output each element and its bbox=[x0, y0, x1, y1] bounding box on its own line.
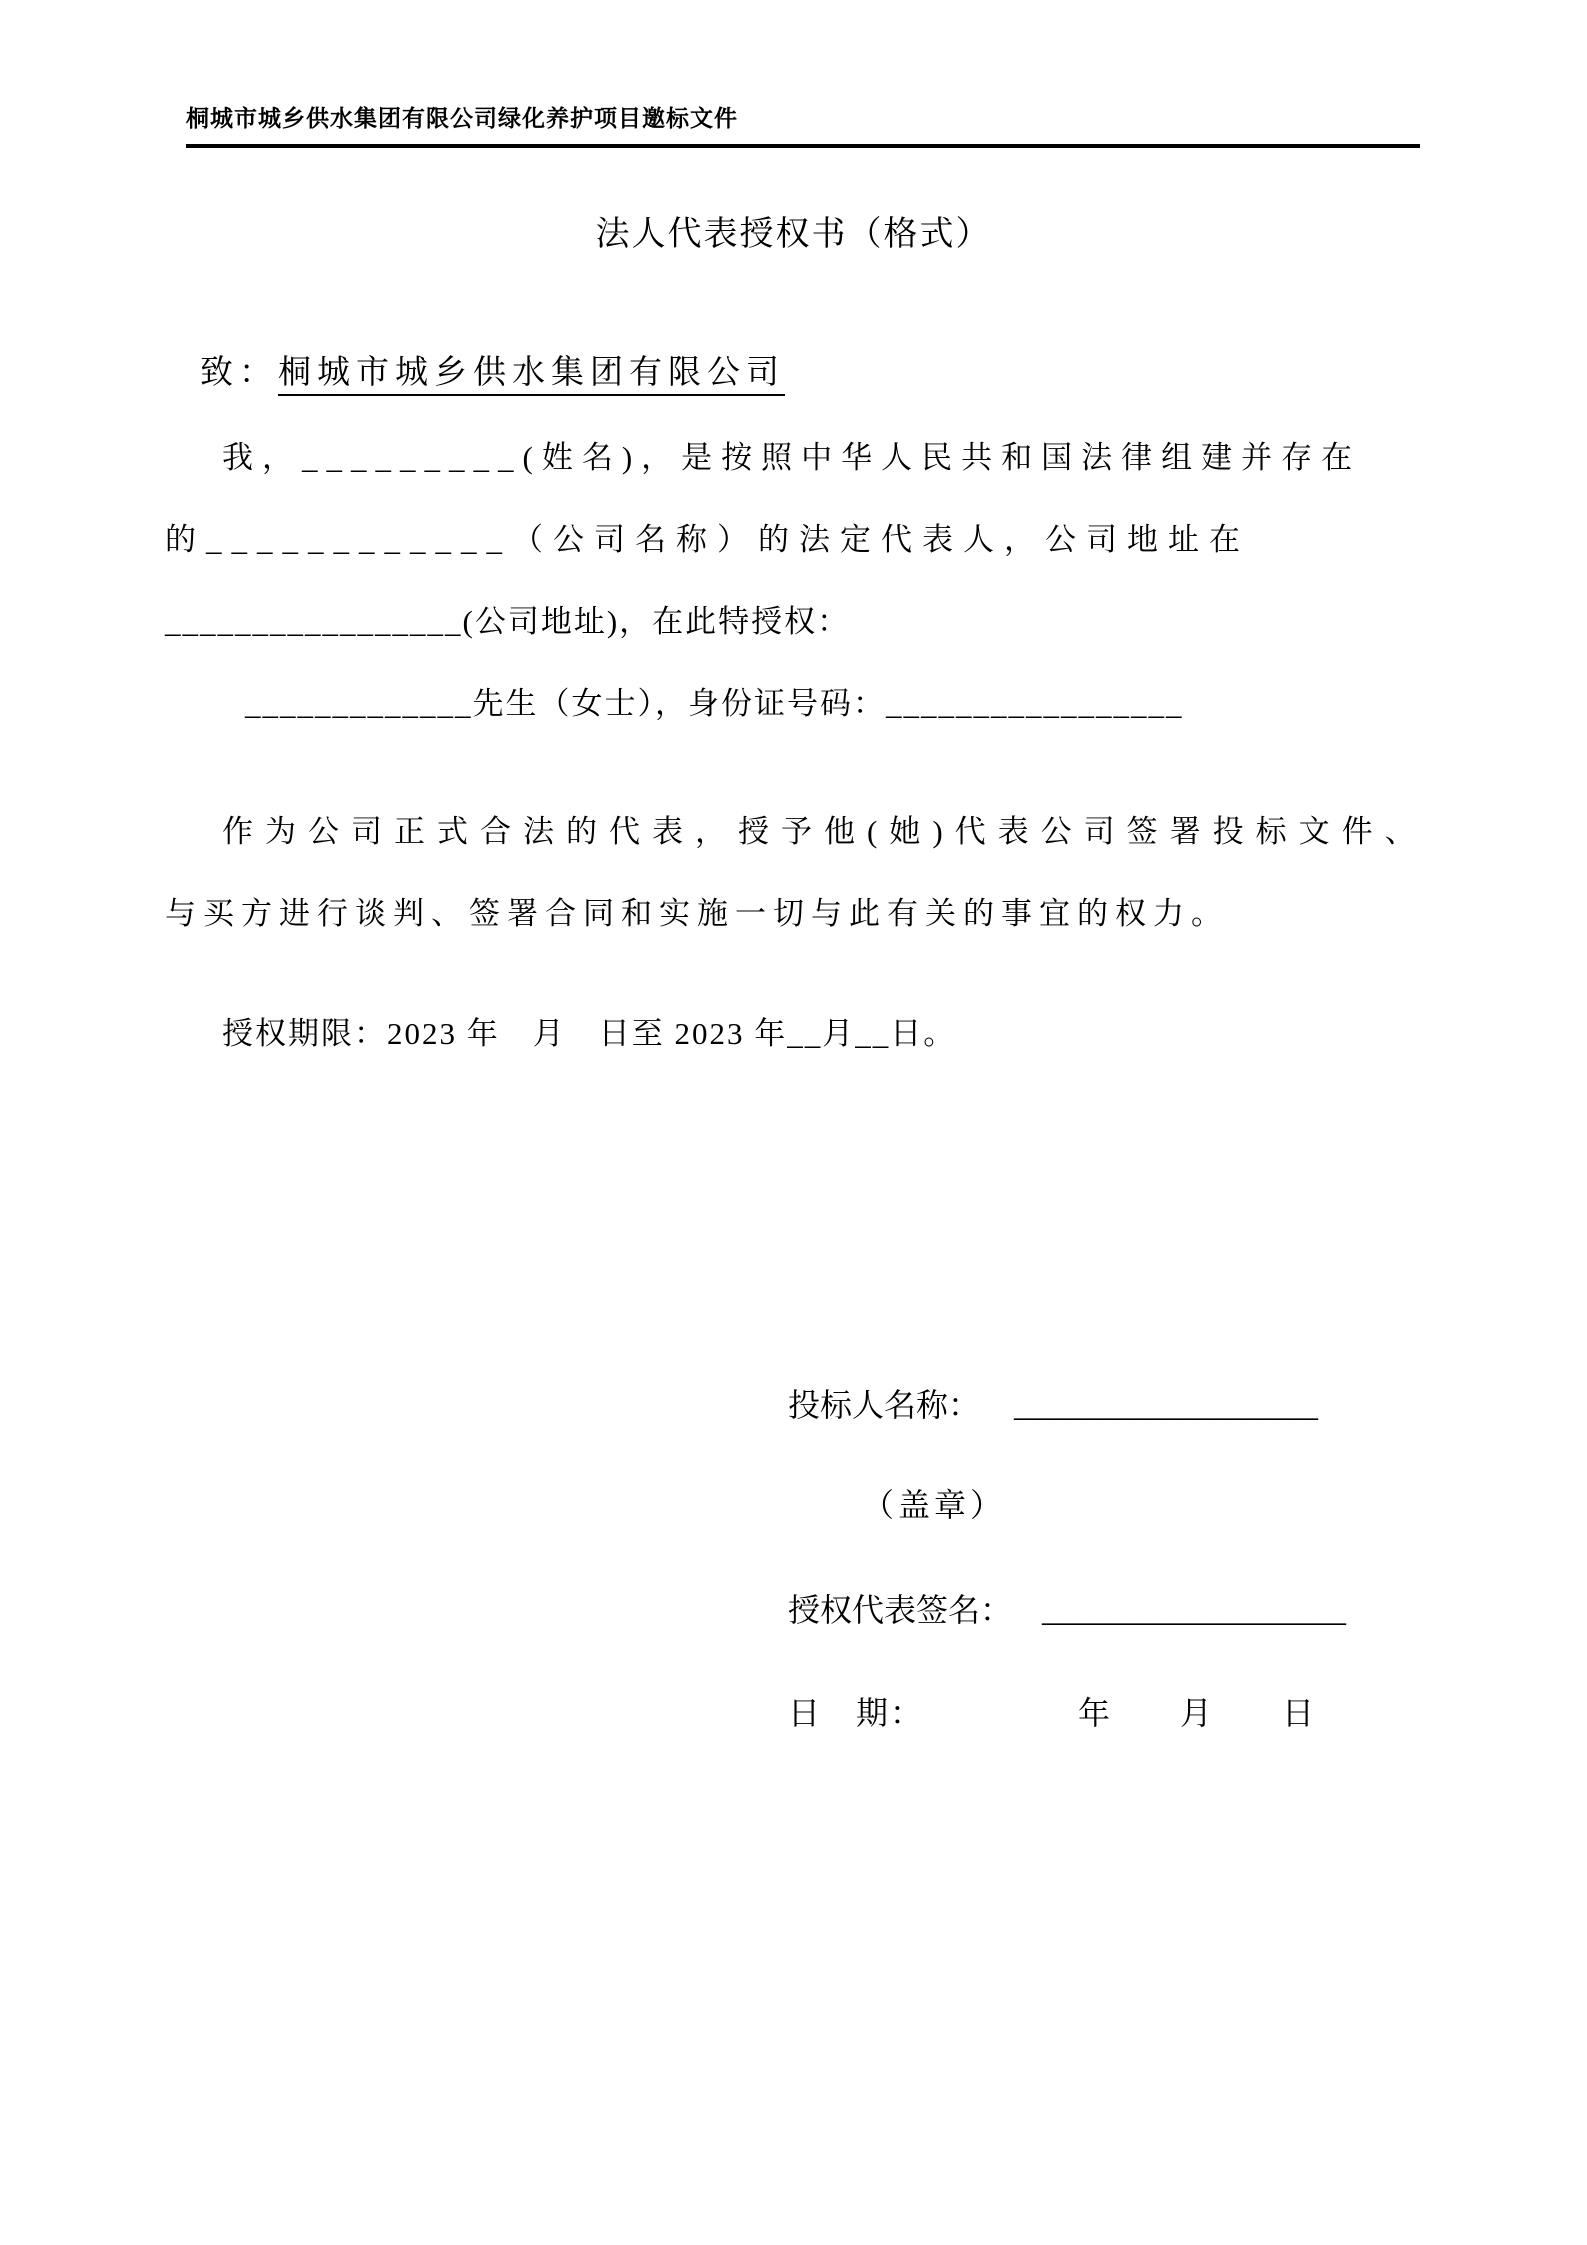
bidder-name-label: 投标人名称： bbox=[788, 1387, 981, 1423]
seal-note: （盖章） bbox=[862, 1487, 1007, 1523]
date-line: 日 期： 年 月 日 bbox=[788, 1695, 1317, 1731]
body-paragraph2-line2: 与买方进行谈判、签署合同和实施一切与此有关的事宜的权力。 bbox=[165, 896, 1229, 931]
salutation-line bbox=[200, 346, 785, 393]
header-rule bbox=[186, 144, 1420, 148]
body-paragraph2-line1: 作为公司正式合法的代表，授予他(她)代表公司签署投标文件、 bbox=[222, 814, 1428, 849]
body-line-address-blank: _________________(公司地址)，在此特授权： bbox=[165, 604, 851, 639]
authorized-rep-signature-line bbox=[788, 1585, 1346, 1631]
authorization-term-line: 授权期限：2023 年 月 日至 2023 年__月__日。 bbox=[222, 1016, 957, 1051]
salutation-prefix: 致： bbox=[200, 355, 278, 391]
salutation-company-name: 桐城市城乡供水集团有限公司 bbox=[278, 355, 785, 396]
bidder-name-line bbox=[788, 1380, 1318, 1426]
document-title: 法人代表授权书（格式） bbox=[595, 216, 992, 253]
bidder-name-blank: ___________________ bbox=[1014, 1387, 1319, 1423]
body-line-id-number-blank: _____________先生（女士），身份证号码：_________________ bbox=[245, 686, 1184, 721]
page-header-title: 桐城市城乡供水集团有限公司绿化养护项目邀标文件 bbox=[186, 106, 738, 131]
body-line-company-blank: 的____________（公司名称）的法定代表人，公司地址在 bbox=[165, 522, 1250, 557]
authorized-rep-label: 授权代表签名： bbox=[788, 1592, 1013, 1628]
authorized-rep-blank: ___________________ bbox=[1042, 1592, 1347, 1628]
body-line-name-blank: 我，_________(姓名)，是按照中华人民共和国法律组建并存在 bbox=[222, 440, 1362, 475]
